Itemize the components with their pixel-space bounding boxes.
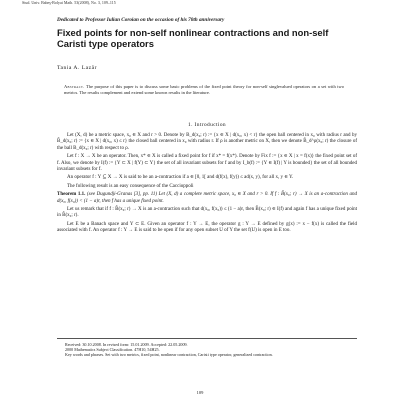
footnote: Received: 30.10.2008. In revised form: 15.01.2009. Accepted: 22.05.2009. <box>65 342 188 347</box>
paragraph: The following result is an easy consequence of the Caccioppoli <box>67 183 194 189</box>
paragraph: An operator f : Y ⊆ X → X is said to be an a-contraction if a ∈ [0, 1[ and d(f(x), f(y)) ≤ ad(x, y), for all x, y ∈ Y. <box>67 175 294 181</box>
footnote: Key words and phrases. Set with two metrics, fixed point, nonlinear contraction, Caristi type operator, generalized contraction. <box>65 352 273 358</box>
theorem <box>57 192 357 205</box>
footnote: 2000 Mathematics Subject Classification. 47H10, 54H25. <box>65 347 160 353</box>
abstract <box>64 84 344 96</box>
paragraph: Let E be a Banach space and Y ⊂ E. Given an operator f : Y → E, the operator g : Y → E defined by g(x) := x − f(x) is called the field associated with f. An operator f : Y → E is said to be open if for any open subset U of Y the set f(U) is open in E too. <box>57 221 357 234</box>
paragraph: Let (X, d) be a metric space, x₀ ∈ X and r > 0. Denote by B_d(x₀; r) := {x ∈ X | d(x₀, x) < r} the open ball centered in x₀ with radius r and by B̃_d(x₀; r) := {x ∈ X | d(x₀, x) ≤ r} the closed ball centered in x₀ with radius r. If ρ is another metric on X, then we denote B̄_d^ρ(x₀; r) the closure of the ball B_d(x₀; r) with respect to ρ. <box>57 133 357 151</box>
paragraph: Let us remark that if f : B̃(x₀; r) → X is an a-contraction such that d(x₀, f(x₀)) ≤ (1 − a)r, then B̃(x₀; r) ∈ I(f) and again f has a unique fixed point in B̃(x₀; r). <box>57 207 357 219</box>
page-number: 109 <box>196 390 204 395</box>
author-name: Tania A. Lazăr <box>57 65 97 71</box>
footnotes <box>57 338 357 358</box>
body-text <box>57 133 357 237</box>
abstract-label: Abstract. <box>64 84 85 89</box>
paper-title: Fixed points for non-self nonlinear contractions and non-self Caristi type operators <box>57 27 329 49</box>
dedication: Dedicated to Professor Iulian Coroian on the occasion of his 70th anniversary <box>57 17 225 23</box>
section-heading: 1. Introduction <box>187 122 227 128</box>
theorem-label: Theorem 1.1. <box>57 192 86 198</box>
running-header: Stud. Univ. Babeş-Bolyai Math. 53(2008), No. 3, 109–115 <box>22 0 116 5</box>
paragraph: Let f : X → X be an operator. Then, x* ∈ X is called a fixed point for f if x* = f(x*). Denote by Fix f := {x ∈ X | x = f(x)} the fixed point set of f. Also, we denote by I(f) := {Y ⊂ X | f(Y) ⊂ Y} the set of all invariant subsets for f and by I_b(f) := {Y ∈ I(f) | Y is bounded} the set of all bounded invariant subsets for f. <box>57 154 357 173</box>
theorem-text: (see Dugundji-Granas [3], pp. 11) Let (X, d) a complete metric space, x₀ ∈ X and r > 0. If f : B̃(x₀; r) → X is an a-contraction and d(x₀, f(x₀)) < (1 − a)r, then f has a unique fixed point. <box>57 192 357 204</box>
abstract-text: The purpose of this paper is to discuss some basic problems of the fixed point theory for non-self singlevalued operators on a set with two metrics. The results complement and extend some known results in the literature. <box>64 84 345 95</box>
